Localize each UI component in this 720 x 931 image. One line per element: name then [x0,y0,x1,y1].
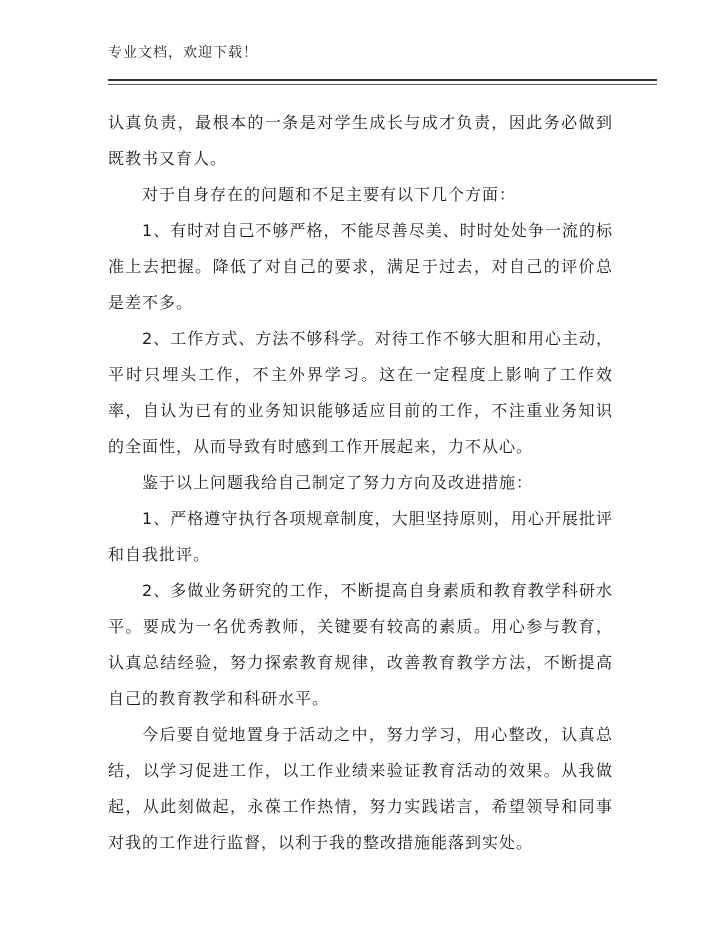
page-header: 专业文档，欢迎下载！ [108,45,258,61]
header-rule-thin [108,84,657,85]
paragraph-6: 1、严格遵守执行各项规章制度，大胆坚持原则，用心开展批评和自我批评。 [108,509,613,564]
paragraph-3: 1、有时对自己不够严格，不能尽善尽美、时时处处争一流的标准上去把握。降低了对自己的要求，满足于过去，对自己的评价总是差不多。 [108,221,613,312]
header-rule-thick [108,79,657,81]
paragraph-5: 鉴于以上问题我给自己制定了努力方向及改进措施： [142,473,534,492]
paragraph-8: 今后要自觉地置身于活动之中，努力学习，用心整改，认真总结，以学习促进工作，以工作业绩来验证教育活动的效果。从我做起，从此刻做起，永葆工作热情，努力实践诺言，希望领导和同事对我的工作进行监督，以利于我的整改措施能落到实处。 [108,725,613,852]
paragraph-4: 2、工作方式、方法不够科学。对待工作不够大胆和用心主动，平时只埋头工作，不主外界学习。这在一定程度上影响了工作效率，自认为已有的业务知识能够适应目前的工作，不注重业务知识的全面性，从而导致有时感到工作开展起来，力不从心。 [108,329,613,456]
paragraph-1: 认真负责，最根本的一条是对学生成长与成才负责，因此务必做到既教书又育人。 [108,113,613,168]
document-body [108,105,613,861]
paragraph-7: 2、多做业务研究的工作，不断提高自身素质和教育教学科研水平。要成为一名优秀教师，关键要有较高的素质。用心参与教育，认真总结经验，努力探索教育规律，改善教育教学方法，不断提高自己的教育教学和科研水平。 [108,581,613,708]
paragraph-2: 对于自身存在的问题和不足主要有以下几个方面： [142,185,517,204]
